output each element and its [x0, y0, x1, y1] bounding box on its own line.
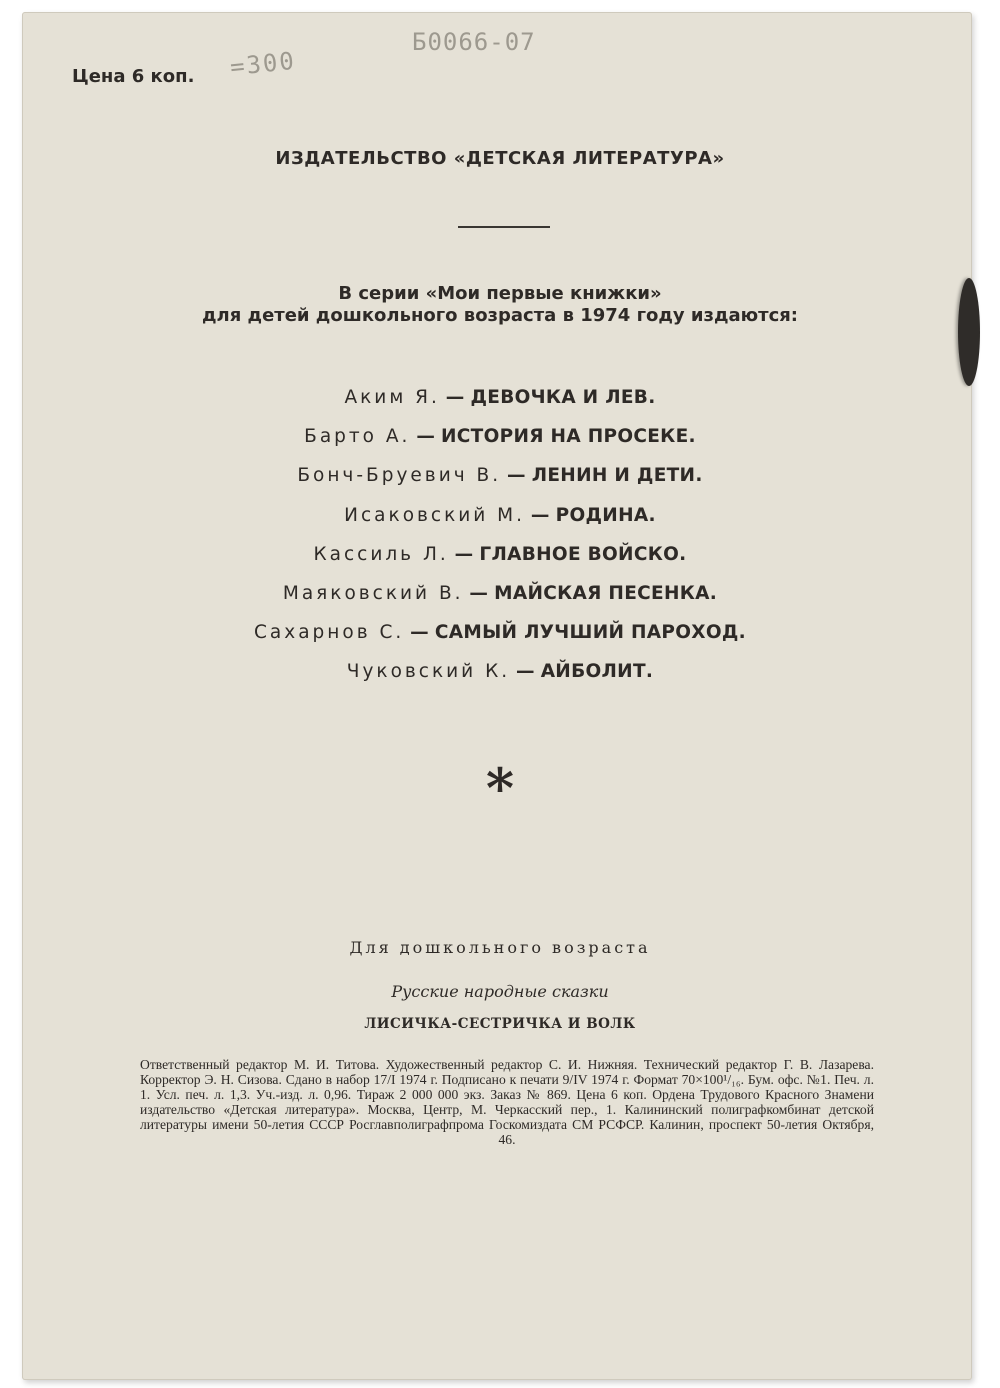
book-item	[0, 385, 1000, 424]
book-item	[0, 463, 1000, 502]
book-list	[0, 385, 1000, 699]
book-title: МАЙСКАЯ ПЕСЕНКА.	[494, 582, 718, 604]
book-author: Кассиль Л.	[313, 543, 449, 565]
book-item	[0, 424, 1000, 463]
book-author: Барто А.	[304, 426, 411, 448]
book-title: ДЕВОЧКА И ЛЕВ.	[470, 387, 656, 408]
series-line-2: для детей дошкольного возраста в 1974 году издаются:	[201, 305, 799, 326]
book-author: Бонч-Бруевич В.	[297, 465, 502, 487]
dash: —	[507, 465, 526, 487]
series-line-1: В серии «Мои первые книжки»	[338, 283, 662, 304]
dash: —	[416, 426, 436, 448]
book-item	[0, 659, 1000, 698]
price-label: Цена 6 коп.	[72, 66, 195, 87]
book-title: ГЛАВНОЕ ВОЙСКО.	[479, 543, 687, 565]
book-item	[0, 542, 1000, 581]
book-item	[0, 503, 1000, 542]
book-author: Исаковский М.	[344, 504, 526, 526]
book-title: АЙБОЛИТ.	[540, 661, 654, 683]
book-title: ЛЕНИН И ДЕТИ.	[531, 465, 703, 487]
book-title: ИСТОРИЯ НА ПРОСЕКЕ.	[441, 426, 696, 448]
asterisk-ornament: *	[485, 756, 515, 820]
book-author: Сахарнов С.	[254, 622, 405, 644]
book-item	[0, 620, 1000, 659]
book-title-label: ЛИСИЧКА-СЕСТРИЧКА И ВОЛК	[364, 1016, 636, 1032]
dash: —	[530, 504, 550, 526]
age-label: Для дошкольного возраста	[349, 938, 651, 957]
book-title: РОДИНА.	[555, 504, 656, 526]
publisher-heading: ИЗДАТЕЛЬСТВО «ДЕТСКАЯ ЛИТЕРАТУРА»	[275, 148, 725, 169]
book-author: Аким Я.	[344, 387, 440, 408]
dash: —	[454, 543, 474, 565]
genre-label: Русские народные сказки	[391, 982, 609, 1001]
book-author: Маяковский В.	[282, 582, 464, 604]
pencil-mark-left: =300	[228, 46, 298, 82]
book-author: Чуковский К.	[346, 661, 511, 683]
dash: —	[515, 661, 535, 683]
dash: —	[469, 582, 489, 604]
dash: —	[445, 387, 465, 408]
divider-rule	[458, 226, 550, 228]
book-item	[0, 581, 1000, 620]
imprint-text: Ответственный редактор М. И. Титова. Художественный редактор С. И. Нижняя. Технический редактор Г. В. Лазарева. Корректор Э. Н. Сизова. Сдано в набор 17/I 1974 г. Подписано к печати 9/IV 1974 г. Формат 70×100¹/₁₆. Бум. офс. №1. Печ. л. 1. Усл. печ. л. 1,3. Уч.-изд. л. 0,96. Тираж 2 000 000 экз. Заказ № 869. Цена 6 коп. Ордена Трудового Красного Знамени издательство «Детская литература». Москва, Центр, М. Черкасский пер., 1. Калининский полиграфкомбинат детской литературы имени 50-летия СССР Росглавполиграфпрома Госкомиздата СМ РСФСР. Калинин, проспект 50-летия Октября, 46.	[140, 1057, 874, 1147]
dash: —	[410, 622, 429, 644]
pencil-mark-top: Б0066-07	[412, 28, 536, 56]
series-announcement	[0, 283, 1000, 327]
book-title: САМЫЙ ЛУЧШИЙ ПАРОХОД.	[434, 622, 746, 644]
